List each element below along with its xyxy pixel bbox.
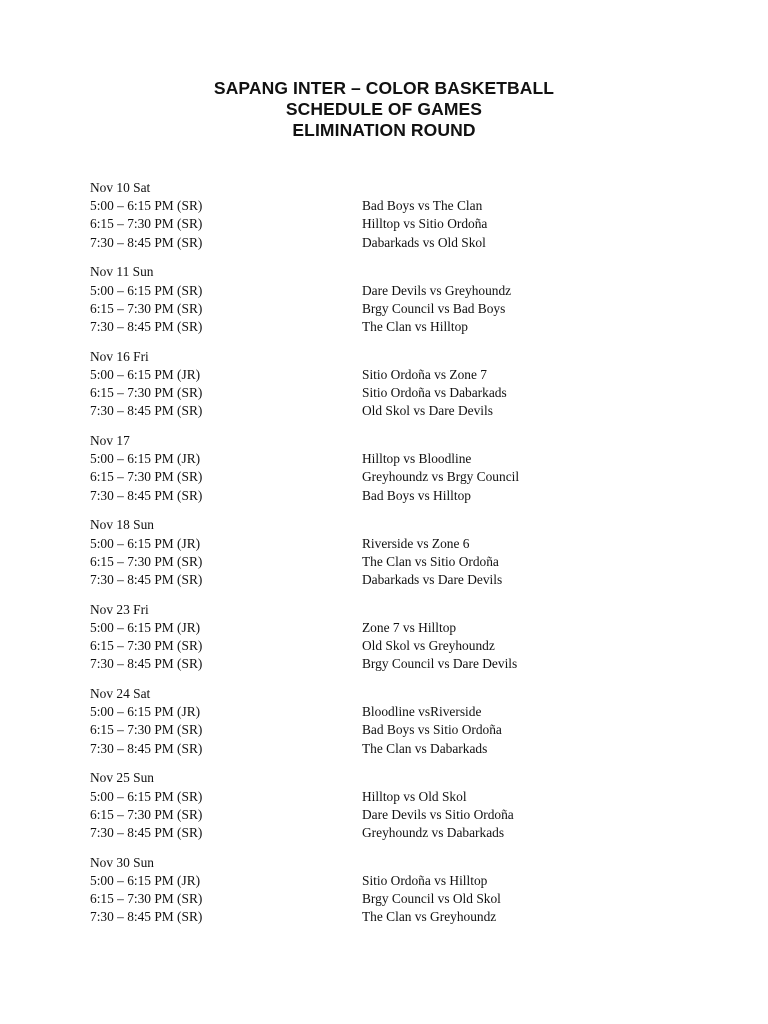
game-row — [90, 402, 690, 420]
game-matchup: Zone 7 vs Hilltop — [362, 619, 457, 635]
game-row — [90, 318, 690, 336]
game-row — [90, 468, 690, 486]
day-date: Nov 10 Sat — [90, 180, 151, 195]
day-date: Nov 18 Sun — [90, 517, 154, 533]
schedule-day — [90, 263, 690, 336]
game-time: 7:30 – 8:45 PM (SR) — [90, 571, 203, 587]
game-row — [90, 366, 690, 384]
game-matchup: Hilltop vs Bloodline — [362, 451, 472, 467]
schedule-day — [90, 348, 690, 421]
game-time: 5:00 – 6:15 PM (JR) — [90, 704, 201, 720]
schedule-day — [90, 854, 690, 927]
game-time: 7:30 – 8:45 PM (SR) — [90, 909, 203, 925]
game-matchup: Sitio Ordoña vs Hilltop — [362, 872, 488, 888]
game-time: 7:30 – 8:45 PM (SR) — [90, 318, 203, 334]
game-matchup: Bad Boys vs Sitio Ordoña — [362, 722, 502, 738]
game-time: 5:00 – 6:15 PM (JR) — [90, 366, 201, 382]
game-time: 6:15 – 7:30 PM (SR) — [90, 722, 203, 738]
game-row — [90, 234, 690, 252]
game-time: 5:00 – 6:15 PM (JR) — [90, 872, 201, 888]
schedule-day — [90, 179, 690, 252]
game-time: 7:30 – 8:45 PM (SR) — [90, 234, 203, 250]
game-matchup: Sitio Ordoña vs Zone 7 — [362, 366, 487, 382]
schedule-day — [90, 685, 690, 758]
game-matchup: The Clan vs Dabarkads — [362, 740, 488, 756]
game-row — [90, 872, 690, 890]
game-time: 6:15 – 7:30 PM (SR) — [90, 891, 203, 907]
game-matchup: Dare Devils vs Sitio Ordoña — [362, 806, 514, 822]
day-date: Nov 17 — [90, 433, 130, 449]
game-matchup: Old Skol vs Dare Devils — [362, 403, 493, 419]
game-time: 6:15 – 7:30 PM (SR) — [90, 216, 203, 232]
title-line-schedule: SCHEDULE OF GAMES — [285, 99, 483, 119]
game-row — [90, 655, 690, 673]
game-time: 5:00 – 6:15 PM (SR) — [90, 788, 203, 804]
game-time: 6:15 – 7:30 PM (SR) — [90, 806, 203, 822]
game-matchup: The Clan vs Sitio Ordoña — [362, 553, 499, 569]
game-row — [90, 806, 690, 824]
game-matchup: The Clan vs Hilltop — [362, 318, 469, 334]
day-date: Nov 25 Sun — [90, 770, 154, 786]
game-time: 5:00 – 6:15 PM (JR) — [90, 451, 201, 467]
game-row — [90, 300, 690, 318]
title-line-league: SAPANG INTER – COLOR BASKETBALL — [213, 78, 555, 98]
game-row — [90, 384, 690, 402]
game-row — [90, 619, 690, 637]
game-time: 7:30 – 8:45 PM (SR) — [90, 824, 203, 840]
game-time: 7:30 – 8:45 PM (SR) — [90, 403, 203, 419]
game-row — [90, 703, 690, 721]
game-matchup: The Clan vs Greyhoundz — [362, 909, 497, 925]
game-row — [90, 824, 690, 842]
game-time: 5:00 – 6:15 PM (SR) — [90, 198, 203, 214]
day-date: Nov 11 Sun — [90, 264, 154, 280]
game-row — [90, 788, 690, 806]
games-schedule — [90, 179, 690, 938]
game-matchup: Sitio Ordoña vs Dabarkads — [362, 385, 507, 401]
title-line-round: ELIMINATION ROUND — [292, 120, 476, 140]
game-matchup: Bad Boys vs The Clan — [362, 198, 483, 214]
day-date: Nov 30 Sun — [90, 854, 154, 870]
game-time: 7:30 – 8:45 PM (SR) — [90, 487, 203, 503]
schedule-day — [90, 769, 690, 842]
game-row — [90, 282, 690, 300]
day-date: Nov 23 Fri — [90, 601, 149, 617]
game-matchup: Dabarkads vs Old Skol — [362, 234, 486, 250]
game-matchup: Brgy Council vs Bad Boys — [362, 300, 506, 316]
game-time: 7:30 – 8:45 PM (SR) — [90, 740, 203, 756]
day-date: Nov 16 Fri — [90, 348, 149, 364]
game-time: 6:15 – 7:30 PM (SR) — [90, 553, 203, 569]
game-time: 6:15 – 7:30 PM (SR) — [90, 638, 203, 654]
schedule-day — [90, 516, 690, 589]
game-time: 5:00 – 6:15 PM (SR) — [90, 282, 203, 298]
game-row — [90, 890, 690, 908]
schedule-day — [90, 601, 690, 674]
game-time: 7:30 – 8:45 PM (SR) — [90, 656, 203, 672]
game-row — [90, 197, 690, 215]
game-time: 5:00 – 6:15 PM (JR) — [90, 535, 201, 551]
game-row — [90, 721, 690, 739]
game-matchup: Hilltop vs Old Skol — [362, 788, 467, 804]
game-row — [90, 487, 690, 505]
game-matchup: Dare Devils vs Greyhoundz — [362, 282, 512, 298]
game-row — [90, 450, 690, 468]
game-row — [90, 553, 690, 571]
game-time: 6:15 – 7:30 PM (SR) — [90, 300, 203, 316]
game-matchup: Old Skol vs Greyhoundz — [362, 638, 495, 654]
game-matchup: Brgy Council vs Dare Devils — [362, 656, 518, 672]
game-matchup: Brgy Council vs Old Skol — [362, 891, 501, 907]
day-date: Nov 24 Sat — [90, 686, 151, 702]
game-time: 6:15 – 7:30 PM (SR) — [90, 385, 203, 401]
game-row — [90, 637, 690, 655]
game-row — [90, 571, 690, 589]
game-matchup: Hilltop vs Sitio Ordoña — [362, 216, 488, 232]
game-time: 5:00 – 6:15 PM (JR) — [90, 619, 201, 635]
game-matchup: Riverside vs Zone 6 — [362, 535, 470, 551]
game-matchup: Bloodline vsRiverside — [362, 704, 482, 720]
schedule-day — [90, 432, 690, 505]
game-matchup: Dabarkads vs Dare Devils — [362, 571, 503, 587]
document-title — [0, 78, 768, 141]
game-matchup: Greyhoundz vs Brgy Council — [362, 469, 520, 485]
game-matchup: Greyhoundz vs Dabarkads — [362, 824, 505, 840]
game-time: 6:15 – 7:30 PM (SR) — [90, 469, 203, 485]
game-matchup: Bad Boys vs Hilltop — [362, 487, 471, 503]
game-row — [90, 908, 690, 926]
game-row — [90, 740, 690, 758]
game-row — [90, 535, 690, 553]
game-row — [90, 215, 690, 233]
